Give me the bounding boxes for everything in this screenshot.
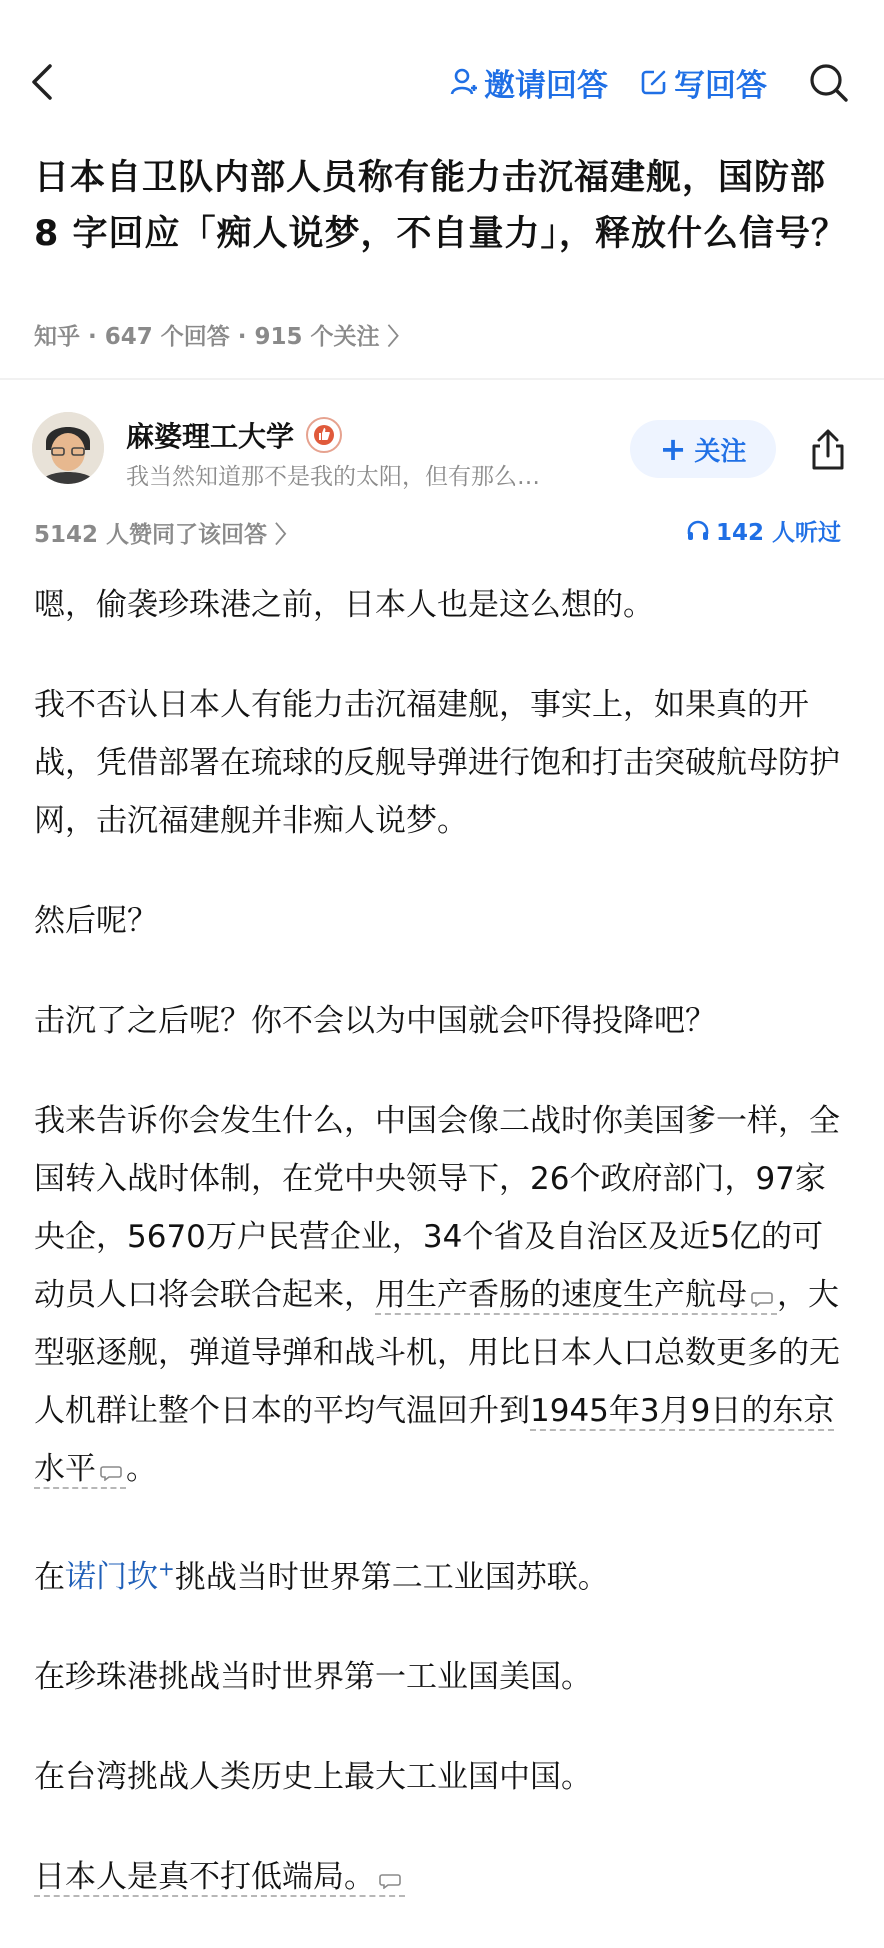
author-name[interactable] — [126, 415, 342, 455]
likes-count[interactable]: 5142 人赞同了该回答 〉 — [34, 522, 299, 548]
author-avatar[interactable] — [32, 412, 104, 484]
paragraph: 然后呢？ — [34, 903, 158, 939]
write-answer-label: 写回答 — [674, 67, 767, 104]
annotated-phrase-link[interactable] — [375, 1277, 777, 1315]
invite-user-icon — [450, 67, 478, 97]
paragraph: 击沉了之后呢？你不会以为中国就会吓得投降吧？ — [34, 1003, 716, 1039]
invite-answer-button[interactable] — [450, 62, 608, 102]
annotated-phrase-text: 1945年3月9日的东京水平 — [34, 1393, 835, 1487]
headphones-icon — [686, 519, 710, 543]
paragraph-text: ，大型驱逐舰，弹道导弹和战斗机，用比日本人口总数更多的无人机群让整个日本的平均气温回升到 — [34, 1277, 840, 1429]
comment-bubble-icon — [100, 1465, 122, 1481]
topic-link-text: 诺门坎 — [65, 1559, 158, 1596]
follow-button[interactable] — [630, 420, 776, 478]
comment-bubble-icon — [379, 1873, 401, 1889]
annotated-phrase-text: 用生产香肠的速度生产航母 — [375, 1277, 747, 1313]
write-answer-button[interactable] — [640, 62, 767, 102]
top-bar — [0, 0, 884, 160]
paragraph: 在台湾挑战人类历史上最大工业国中国。 — [34, 1759, 592, 1796]
paragraph: 我不否认日本人有能力击沉福建舰，事实上，如果真的开战，凭借部署在琉球的反舰导弹进行饱和打击突破航母防护网，击沉福建舰并非痴人说梦。 — [34, 687, 840, 839]
share-icon[interactable] — [808, 428, 848, 472]
question-title[interactable]: 日本自卫队内部人员称有能力击沉福建舰，国防部 8 字回应「痴人说梦，不自量力」，释放什么信号？ — [34, 158, 848, 254]
paragraph-text: 在 — [34, 1559, 65, 1596]
paragraph — [34, 1848, 854, 1906]
invite-answer-label: 邀请回答 — [484, 67, 608, 104]
listened-text: 142 人听过 — [716, 520, 842, 546]
search-icon[interactable] — [808, 62, 850, 104]
comment-bubble-icon — [751, 1291, 773, 1307]
edit-icon — [640, 68, 668, 96]
thumbs-up-icon — [318, 427, 330, 441]
chevron-left-icon[interactable] — [28, 62, 58, 102]
author-name-text: 麻婆理工大学 — [126, 420, 295, 453]
listened-count[interactable] — [686, 514, 841, 547]
avatar-portrait-icon — [32, 412, 104, 484]
paragraph-text: 我来告诉你会发生什么，中国会像二战时你美国爹一样，全国转入战时体制，在党中央领导下，26个政府部门，97家央企，5670万户民营企业，34个省及自治区及近5亿的可动员人口将会联合起来， — [34, 1103, 840, 1313]
section-divider — [0, 378, 884, 380]
paragraph: 嗯，偷袭珍珠港之前，日本人也是这么想的。 — [34, 587, 654, 623]
follow-label: 关注 — [694, 436, 747, 467]
author-signature: 我当然知道那不是我的太阳，但有那么… — [126, 464, 540, 490]
topic-link[interactable] — [65, 1559, 175, 1595]
annotated-phrase-text: 日本人是真不打低端局。 — [34, 1859, 375, 1896]
answer-content — [34, 576, 854, 1948]
thumb-badge-icon — [306, 417, 342, 453]
plus-icon: + — [659, 430, 687, 468]
paragraph — [34, 1092, 854, 1498]
topic-plus-icon: + — [158, 1557, 175, 1581]
question-meta[interactable]: 知乎 · 647 个回答 · 915 个关注 〉 — [34, 324, 411, 350]
paragraph-text: 。 — [126, 1451, 157, 1487]
paragraph — [34, 1540, 854, 1606]
annotated-phrase-link[interactable] — [34, 1859, 405, 1897]
paragraph-text: 挑战当时世界第二工业国苏联。 — [174, 1559, 609, 1596]
paragraph: 在珍珠港挑战当时世界第一工业国美国。 — [34, 1659, 592, 1696]
